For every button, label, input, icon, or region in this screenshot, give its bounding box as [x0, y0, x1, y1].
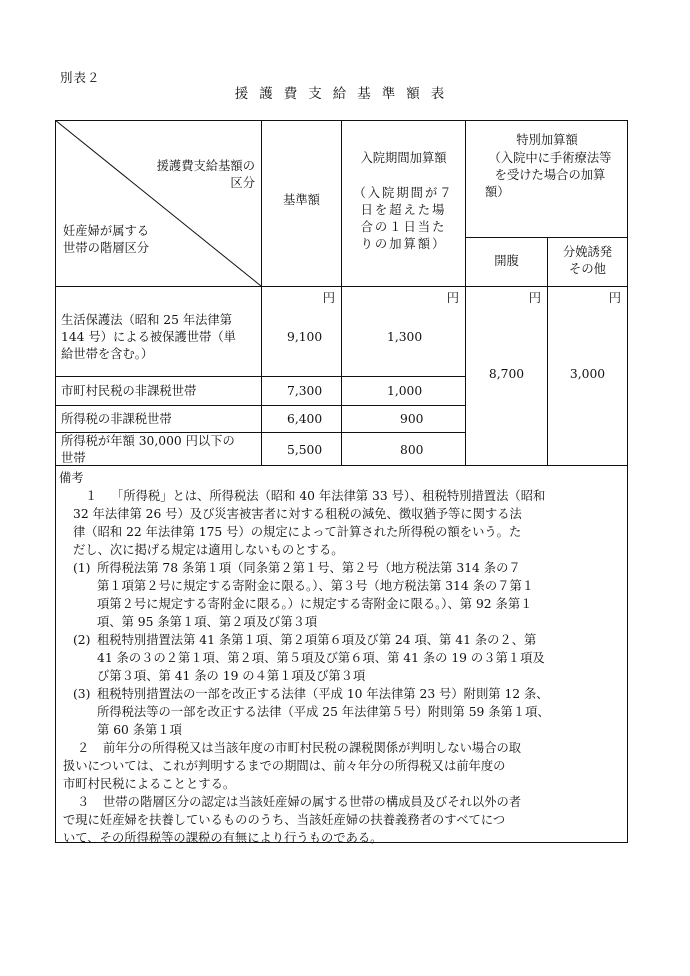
table-row-base: 9,100: [287, 330, 323, 344]
header-hospital-addition: 入院期間加算額: [360, 151, 447, 165]
table-row-base: 5,500: [287, 443, 323, 457]
header-open-surgery: 開腹: [494, 254, 519, 268]
header-special-addition: 特別加算額: [516, 133, 578, 147]
table-row-category: 生活保護法（昭和 25 年法律第 144 号）による被保護世帯（単 給世帯を含む。）: [61, 313, 236, 361]
page-title: 援護費支給基準額表: [234, 86, 456, 102]
header-household-class: 妊産婦が属する 世帯の階層区分: [63, 224, 150, 255]
grid-h-row1: [55, 376, 466, 377]
table-row-category: 所得税が年額 30,000 円以下の 世帯: [61, 434, 235, 465]
header-induction-other: 分娩誘発 その他: [562, 245, 613, 276]
benefit-table: 援護費支給基額の 区分 妊産婦が属する 世帯の階層区分 基準額 入院期間加算額 （入院期間が７ 日を超えた場 合の１日当た りの加算額） 特別加算額 （入院中に手術療法等 を受けた場合の加算 額） 開腹 分娩誘発 その他 円 円 円 円 生活保護法（昭和 25 年法律第 144 号）による被保護世帯（単 給世帯を含む。） 9,100 1,300 市町村民税の非課税世帯 7,300 1,000 所得税の非課税世帯 6,400 900 所得税が年額 30,000 円以下の 世帯 5,500 800 8,700 3,000 備考 １ 「所得税」とは、所得税法（昭和 40 年法律第 33 号）、租税特別措置法（昭和 32 年法律第 26 号）及び災害被害者に対する租税の減免、徴収猶予等に関する法 律（昭和 22 年法律第 175 号）の規定によって計算された所得税の額をいう。た だし、次に掲げる規定は適用しないものとする。 (1) 所得税法第 78 条第１項（同条第２第１号、第２号（地方税法第 314 条の７ 第１項第２号に規定する寄附金に限る。）、第３号（地方税法第 314 条の７第１ 項第２号に規定する寄附金に限る。）に規定する寄附金に限る。）、第 92 条第１ 項、第 95 条第１項、第２項及び第３項 (2) 租税特別措置法第 41 条第１項、第２項第６項及び第 24 項、第 41 条の２、第 41 条の３の２第１項、第２項、第５項及び第６項、第 41 条の 19 の３第１項及 び第３項、第 41 条の 19 の４第１項及び第３項 (3) 租税特別措置法の一部を改正する法律（平成 10 年法律第 23 号）附則第 12 条、 所得税法等の一部を改正する法律（平成 25 年法律第５号）附則第 59 条第１項、 第 60 条第１項 ２ 前年分の所得税又は当該年度の市町村民税の課税関係が判明しない場合の取 扱いについては、これが判明するまでの期間は、前々年分の所得税又は前年度の 市町村民税によることとする。 ３ 世帯の階層区分の認定は当該妊産婦の属する世帯の構成員及びそれ以外の者 で現に妊産婦を扶養しているもののうち、当該妊産婦の扶養義務者のすべてにつ いて、その所得税等の課税の有無により行うものである。: [55, 120, 628, 843]
table-border-right: [627, 120, 628, 843]
table-row-base: 7,300: [287, 384, 323, 398]
table-row-hospital: 1,300: [387, 330, 423, 344]
header-benefit-category: 援護費支給基額の 区分: [156, 159, 255, 190]
annex-label: 別表２: [60, 70, 101, 85]
table-row-base: 6,400: [287, 412, 323, 426]
table-row-hospital: 1,000: [387, 384, 423, 398]
grid-h-special: [466, 237, 628, 238]
table-row-hospital: 900: [400, 412, 424, 426]
table-row-hospital: 800: [400, 443, 424, 457]
unit-yen-other: 円: [608, 291, 621, 305]
header-base-amount: 基準額: [283, 193, 320, 207]
notes-heading: 備考: [59, 471, 84, 485]
table-row-category: 市町村民税の非課税世帯: [61, 384, 197, 398]
header-hospital-note: （入院期間が７ 日を超えた場 合の１日当た りの加算額）: [353, 186, 454, 251]
special-open-amount: 8,700: [488, 367, 525, 381]
special-other-amount: 3,000: [569, 367, 606, 381]
unit-yen-hospital: 円: [446, 291, 459, 305]
header-special-note: （入院中に手術療法等 を受けた場合の加算 額）: [485, 151, 612, 199]
diagonal-divider: [55, 120, 262, 287]
unit-yen-open: 円: [528, 291, 541, 305]
table-row-category: 所得税の非課税世帯: [61, 412, 172, 426]
unit-yen-base: 円: [322, 291, 335, 305]
grid-h-row2: [55, 405, 466, 406]
